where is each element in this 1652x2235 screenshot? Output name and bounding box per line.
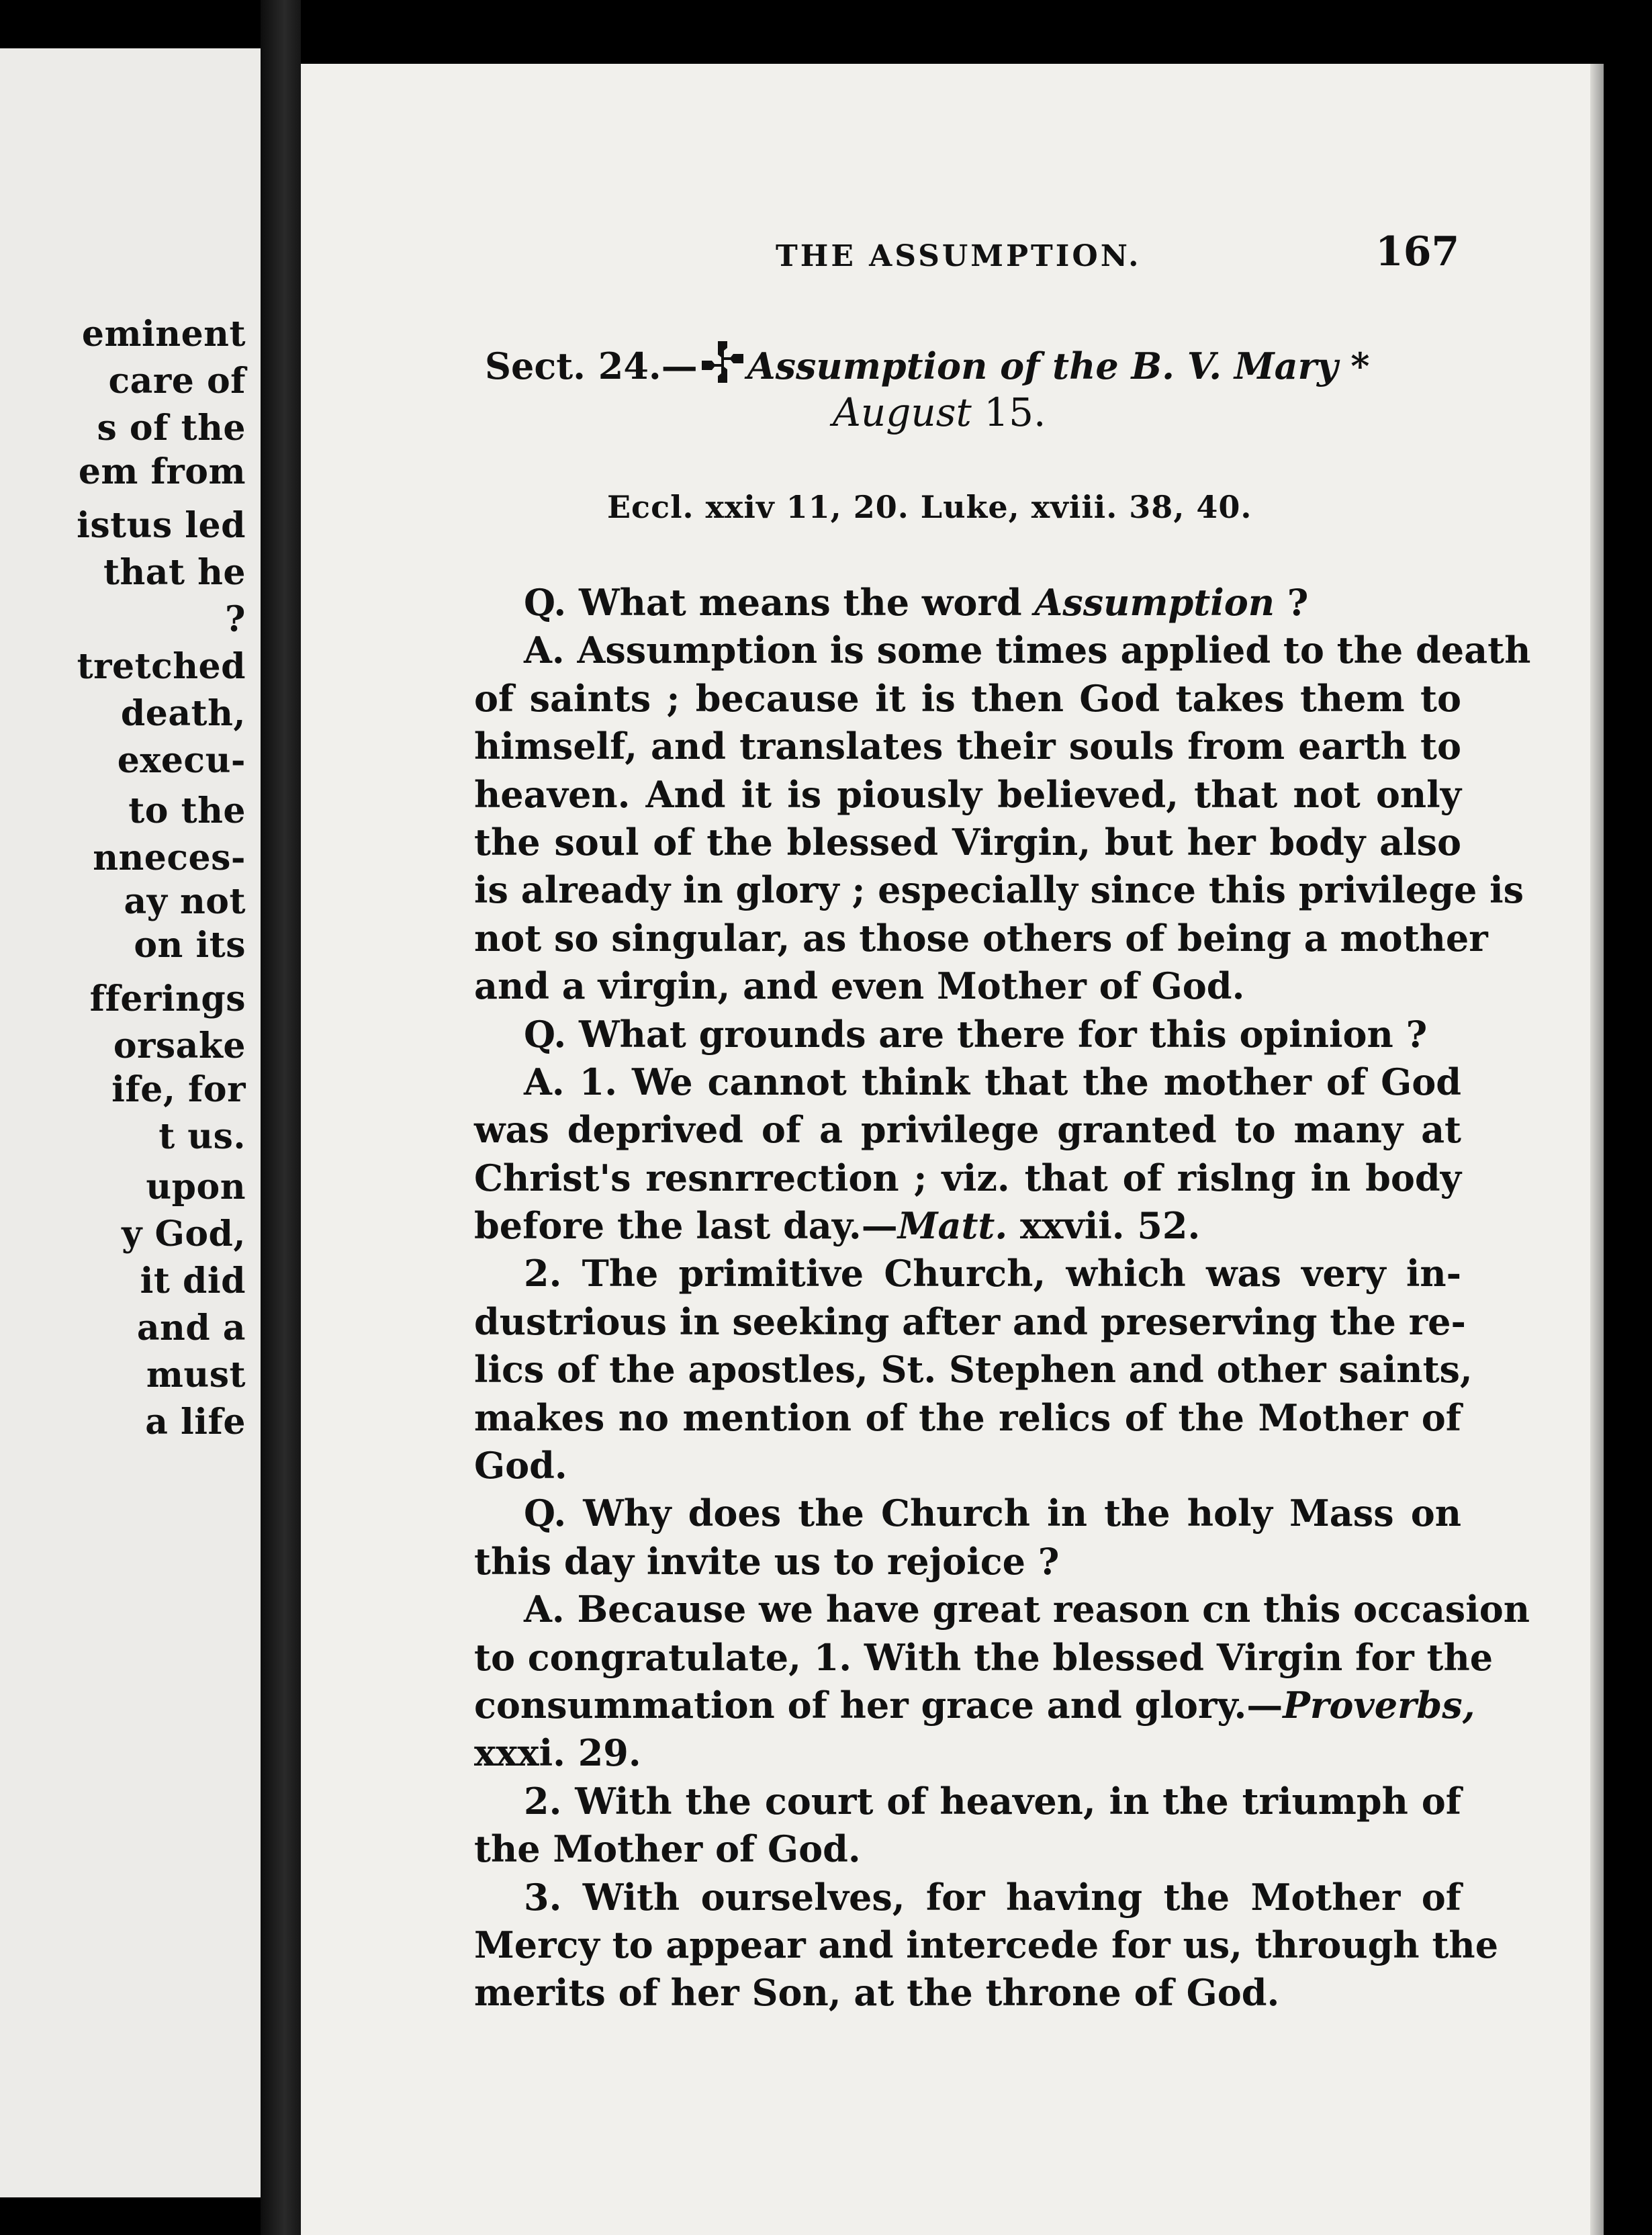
text-line bbox=[474, 1202, 1461, 1250]
facing-page-line: ? bbox=[225, 599, 246, 640]
text-line bbox=[474, 1729, 1461, 1777]
text-line bbox=[474, 1969, 1461, 2017]
facing-page-line: nneces- bbox=[93, 837, 246, 878]
facing-page-line: it did bbox=[140, 1261, 246, 1302]
text-line-content: lics of the apostles, St. Stephen and other saints, bbox=[474, 1348, 1473, 1392]
text-line-content: xxxi. 29. bbox=[474, 1731, 641, 1775]
text-line-content: the Mother of God. bbox=[474, 1827, 861, 1871]
facing-page-line: ife, for bbox=[111, 1069, 246, 1110]
page-number: 167 bbox=[1375, 228, 1460, 275]
feast-date bbox=[833, 390, 1046, 435]
section-title: Assumption of the B. V. Mary bbox=[747, 345, 1338, 387]
text-line-content: Q. What grounds are there for this opinion ? bbox=[524, 1012, 1428, 1056]
text-line bbox=[474, 1298, 1466, 1346]
text-line bbox=[474, 962, 1461, 1010]
text-line-content: 2. With the court of heaven, in the triumph of bbox=[524, 1779, 1461, 1823]
italic-reference: Matt. bbox=[897, 1204, 1008, 1248]
text-line-content: Q. Why does the Church in the holy Mass on bbox=[524, 1492, 1461, 1535]
text-line-content: consummation of her grace and glory.— bbox=[474, 1683, 1283, 1727]
facing-page-line: death, bbox=[120, 693, 246, 734]
text-line bbox=[474, 1921, 1499, 1969]
text-line-content: 2. The primitive Church, which was very in- bbox=[524, 1252, 1461, 1295]
text-line-content: himself, and translates their souls from earth to bbox=[474, 725, 1461, 768]
text-line bbox=[474, 1825, 1461, 1873]
running-head: THE ASSUMPTION. bbox=[776, 239, 1142, 273]
text-line-content: this day invite us to rejoice ? bbox=[474, 1539, 1060, 1583]
facing-page-line: upon bbox=[146, 1167, 246, 1207]
text-line bbox=[474, 675, 1461, 723]
text-line-content: merits of her Son, at the throne of God. bbox=[474, 1971, 1280, 2015]
text-line-content: God. bbox=[474, 1444, 567, 1488]
text-line-content: A. Because we have great reason cn this occasion bbox=[524, 1588, 1530, 1631]
text-line bbox=[474, 1154, 1461, 1202]
text-line-content: before the last day.— bbox=[474, 1204, 898, 1248]
text-line bbox=[474, 866, 1524, 914]
cross-icon bbox=[702, 341, 743, 392]
text-line-tail: ? bbox=[1275, 581, 1309, 624]
text-line bbox=[474, 723, 1461, 770]
text-line-content: was deprived of a privilege granted to many at bbox=[474, 1108, 1461, 1152]
page-edge bbox=[1590, 64, 1604, 2235]
scripture-references: Eccl. xxiv 11, 20. Luke, xviii. 38, 40. bbox=[607, 489, 1252, 525]
text-line-content: is already in glory ; especially since this privilege is bbox=[474, 868, 1524, 912]
text-line bbox=[474, 579, 1461, 627]
facing-page-line: that he bbox=[103, 552, 246, 593]
facing-page-line: tretched bbox=[77, 646, 246, 687]
book-gutter bbox=[261, 0, 301, 2235]
facing-page-line: em from bbox=[78, 451, 246, 492]
text-line-content: of saints ; because it is then God takes them to bbox=[474, 676, 1461, 720]
facing-page-line: and a bbox=[136, 1308, 246, 1349]
section-heading bbox=[485, 341, 1459, 392]
text-line-content: Christ's resnrrection ; viz. that of rislng in body bbox=[474, 1156, 1461, 1199]
text-line bbox=[474, 915, 1488, 962]
text-line bbox=[474, 771, 1461, 819]
facing-page-line: care of bbox=[108, 361, 246, 402]
text-line-content: Mercy to appear and intercede for us, through the bbox=[474, 1923, 1499, 1966]
text-line bbox=[474, 627, 1531, 674]
facing-page-line: execu- bbox=[117, 740, 246, 781]
text-line bbox=[474, 1058, 1461, 1106]
facing-page-line: a life bbox=[145, 1402, 246, 1443]
feast-day: 15. bbox=[971, 390, 1046, 435]
section-number: Sect. 24.— bbox=[485, 345, 698, 387]
facing-page-line: to the bbox=[128, 790, 246, 831]
text-line-content: to congratulate, 1. With the blessed Virgin for the bbox=[474, 1635, 1494, 1679]
facing-page-line: t us. bbox=[158, 1116, 246, 1157]
text-line bbox=[474, 1394, 1461, 1442]
facing-page-line: s of the bbox=[97, 408, 246, 449]
text-line bbox=[474, 1250, 1461, 1297]
text-line bbox=[474, 1586, 1530, 1633]
text-line bbox=[474, 1634, 1494, 1682]
text-line bbox=[474, 1778, 1461, 1825]
facing-page-line: eminent bbox=[81, 314, 246, 355]
text-line-content: not so singular, as those others of being a mother bbox=[474, 916, 1488, 960]
body-text bbox=[474, 579, 1531, 2017]
italic-reference: Proverbs, bbox=[1283, 1683, 1475, 1727]
text-line bbox=[474, 1538, 1461, 1586]
text-line bbox=[474, 1346, 1473, 1394]
facing-page-line: must bbox=[146, 1355, 246, 1396]
facing-page-line: on its bbox=[134, 925, 246, 966]
text-line-content: dustrious in seeking after and preserving the re- bbox=[474, 1299, 1466, 1343]
facing-page-line: ay not bbox=[124, 881, 246, 922]
text-line bbox=[474, 1490, 1461, 1537]
facing-page-line: fferings bbox=[89, 978, 246, 1019]
text-line-content: the soul of the blessed Virgin, but her body also bbox=[474, 820, 1461, 864]
text-line bbox=[474, 1442, 1461, 1490]
text-line bbox=[474, 1682, 1475, 1729]
text-line-content: A. Assumption is some times applied to the death bbox=[524, 629, 1531, 672]
text-line-tail: xxvii. 52. bbox=[1007, 1204, 1201, 1248]
text-line-content: makes no mention of the relics of the Mother of bbox=[474, 1396, 1461, 1439]
text-line bbox=[474, 1011, 1461, 1058]
text-line-content: and a virgin, and even Mother of God. bbox=[474, 964, 1245, 1008]
text-line-content: Q. What means the word bbox=[524, 581, 1035, 624]
text-line-content: A. 1. We cannot think that the mother of God bbox=[524, 1060, 1461, 1103]
footnote-mark: * bbox=[1338, 345, 1370, 387]
text-line bbox=[474, 1106, 1461, 1154]
facing-page-fragment bbox=[0, 48, 261, 2197]
text-line-content: heaven. And it is piously believed, that not only bbox=[474, 772, 1461, 816]
italic-reference: Assumption bbox=[1034, 581, 1275, 624]
text-line bbox=[474, 1874, 1461, 1921]
text-line bbox=[474, 819, 1461, 866]
feast-month: August bbox=[833, 390, 972, 435]
facing-page-line: y God, bbox=[122, 1214, 246, 1255]
facing-page-line: istus led bbox=[77, 505, 246, 546]
facing-page-line: orsake bbox=[113, 1025, 246, 1066]
text-line-content: 3. With ourselves, for having the Mother of bbox=[524, 1875, 1461, 1919]
